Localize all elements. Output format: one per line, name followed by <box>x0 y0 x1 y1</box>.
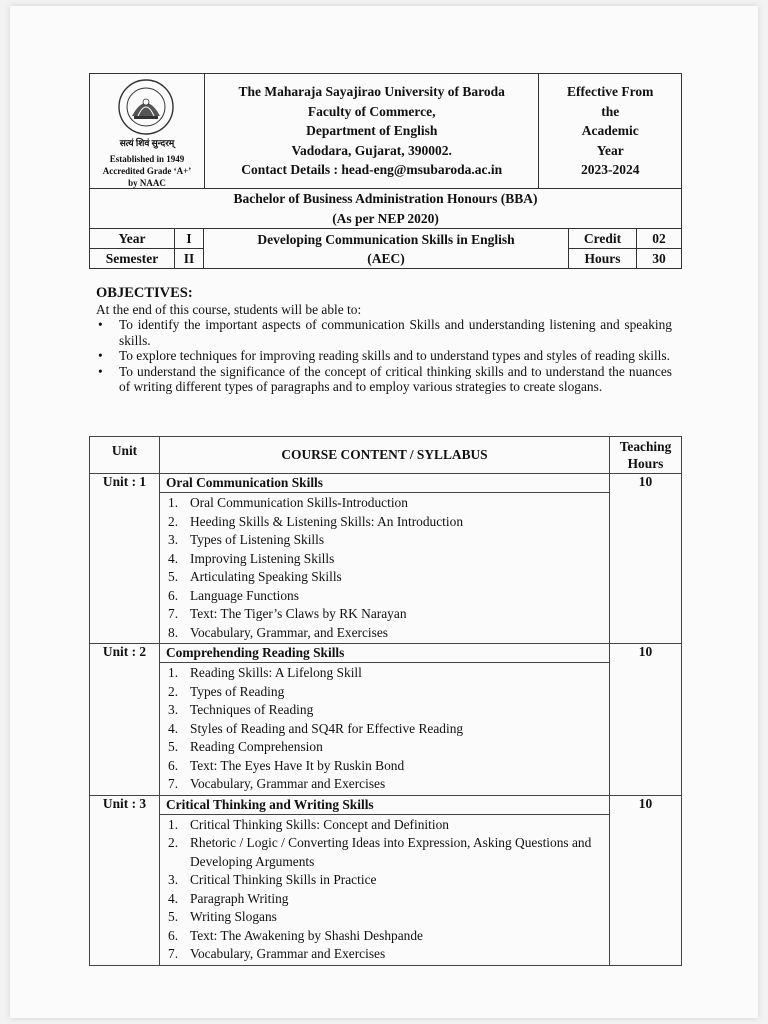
topic-item: 2. Types of Reading <box>168 683 285 699</box>
course-name: Developing Communication Skills in English <box>257 231 515 247</box>
unit-title: Critical Thinking and Writing Skills <box>160 796 609 815</box>
effective-line: Academic <box>581 123 639 139</box>
header-table <box>89 73 682 189</box>
topic-item: 3. Critical Thinking Skills in Practice <box>168 872 377 887</box>
course-name-cell <box>204 229 569 269</box>
accreditation-by: by NAAC <box>128 178 166 188</box>
university-name: The Maharaja Sayajirao University of Baroda <box>238 84 505 100</box>
hours-value: 30 <box>637 249 682 269</box>
topic-item: 2. Rhetoric / Logic / Converting Ideas into Expression, Asking Questions and Developing Arguments <box>168 835 592 869</box>
topic-item: 7. Vocabulary, Grammar and Exercises <box>168 776 386 791</box>
effective-line: Year <box>596 142 624 158</box>
hours-column-header <box>610 437 682 474</box>
department-name: Department of English <box>306 123 438 139</box>
contact-details: Contact Details : head-eng@msubaroda.ac.in <box>241 162 503 178</box>
unit-content <box>160 474 610 644</box>
topic-list <box>166 493 603 643</box>
logo-cell <box>90 74 205 189</box>
nep-note: (As per NEP 2020) <box>332 210 439 226</box>
topic-item: 4. Improving Listening Skills <box>168 550 335 566</box>
credit-value: 02 <box>637 229 682 249</box>
hours-header-line: Hours <box>627 456 664 471</box>
objective-item: • To understand the significance of the concept of critical thinking skills and to understand the nuances of writing different types of paragraphs and to employ various strategies to create slogans. <box>96 364 672 395</box>
topic-item: 6. Text: The Eyes Have It by Ruskin Bond <box>168 757 405 773</box>
content-column-header: COURSE CONTENT / SYLLABUS <box>160 437 610 474</box>
topic-item: 8. Vocabulary, Grammar, and Exercises <box>168 624 389 640</box>
topic-item: 1. Oral Communication Skills-Introduction <box>168 495 408 510</box>
university-seal-icon <box>106 78 186 136</box>
unit-label: Unit : 1 <box>90 474 160 644</box>
topic-item: 1. Reading Skills: A Lifelong Skill <box>168 665 362 680</box>
topic-item: 3. Techniques of Reading <box>168 702 314 717</box>
unit-content <box>160 795 610 965</box>
topic-item: 6. Language Functions <box>168 587 299 603</box>
effective-line: the <box>601 103 620 119</box>
university-motto: सत्यं शिवं सुन्दरम् <box>119 138 175 148</box>
topic-item: 5. Writing Slogans <box>168 909 277 924</box>
effective-year: 2023-2024 <box>580 162 640 178</box>
year-label: Year <box>90 229 175 249</box>
objectives-list <box>96 317 672 395</box>
topic-item: 7. Text: The Tiger’s Claws by RK Narayan <box>168 606 407 621</box>
unit-label: Unit : 3 <box>90 795 160 965</box>
effective-line: Effective From <box>567 84 654 100</box>
topic-item: 4. Paragraph Writing <box>168 890 289 906</box>
accreditation-text: Accredited Grade ‘A+’ <box>102 166 192 176</box>
established-text: Established in 1949 <box>109 154 185 164</box>
unit-hours: 10 <box>610 474 682 644</box>
topic-item: 5. Reading Comprehension <box>168 739 323 754</box>
year-value: I <box>175 229 204 249</box>
unit-content <box>160 644 610 796</box>
topic-item: 4. Styles of Reading and SQ4R for Effective Reading <box>168 720 464 736</box>
topic-item: 1. Critical Thinking Skills: Concept and Definition <box>168 816 449 832</box>
semester-label: Semester <box>90 249 175 269</box>
objectives-section <box>96 286 672 395</box>
topic-list <box>166 663 603 795</box>
unit-row <box>90 644 682 796</box>
unit-column-header: Unit <box>90 437 160 474</box>
effective-from-cell <box>539 74 682 189</box>
address: Vadodara, Gujarat, 390002. <box>291 142 452 158</box>
objective-item: • To identify the important aspects of communication Skills and understanding listening and speaking skills. <box>96 317 672 348</box>
objectives-intro: At the end of this course, students will be able to: <box>96 301 362 317</box>
course-info-table <box>89 228 682 269</box>
program-cell <box>90 189 682 229</box>
unit-title: Oral Communication Skills <box>160 474 609 493</box>
semester-value: II <box>175 249 204 269</box>
course-type: (AEC) <box>367 250 405 266</box>
unit-hours: 10 <box>610 644 682 796</box>
hours-label: Hours <box>569 249 637 269</box>
topic-item: 7. Vocabulary, Grammar and Exercises <box>168 946 386 961</box>
syllabus-table <box>89 436 682 966</box>
topic-list <box>166 815 603 965</box>
unit-hours: 10 <box>610 795 682 965</box>
topic-item: 2. Heeding Skills & Listening Skills: An Introduction <box>168 513 464 529</box>
unit-title: Comprehending Reading Skills <box>160 644 609 663</box>
objectives-heading: OBJECTIVES: <box>96 285 193 301</box>
unit-label: Unit : 2 <box>90 644 160 796</box>
unit-row <box>90 795 682 965</box>
university-title-cell <box>205 74 539 189</box>
unit-row <box>90 474 682 644</box>
hours-header-line: Teaching <box>619 439 672 454</box>
program-table <box>89 188 682 229</box>
topic-item: 5. Articulating Speaking Skills <box>168 569 342 584</box>
faculty-name: Faculty of Commerce, <box>307 103 436 119</box>
credit-label: Credit <box>569 229 637 249</box>
topic-item: 3. Types of Listening Skills <box>168 532 325 547</box>
topic-item: 6. Text: The Awakening by Shashi Deshpande <box>168 927 423 943</box>
objective-item: • To explore techniques for improving reading skills and to understand types and styles of reading skills. <box>96 348 672 364</box>
program-name: Bachelor of Business Administration Honours (BBA) <box>233 191 538 206</box>
